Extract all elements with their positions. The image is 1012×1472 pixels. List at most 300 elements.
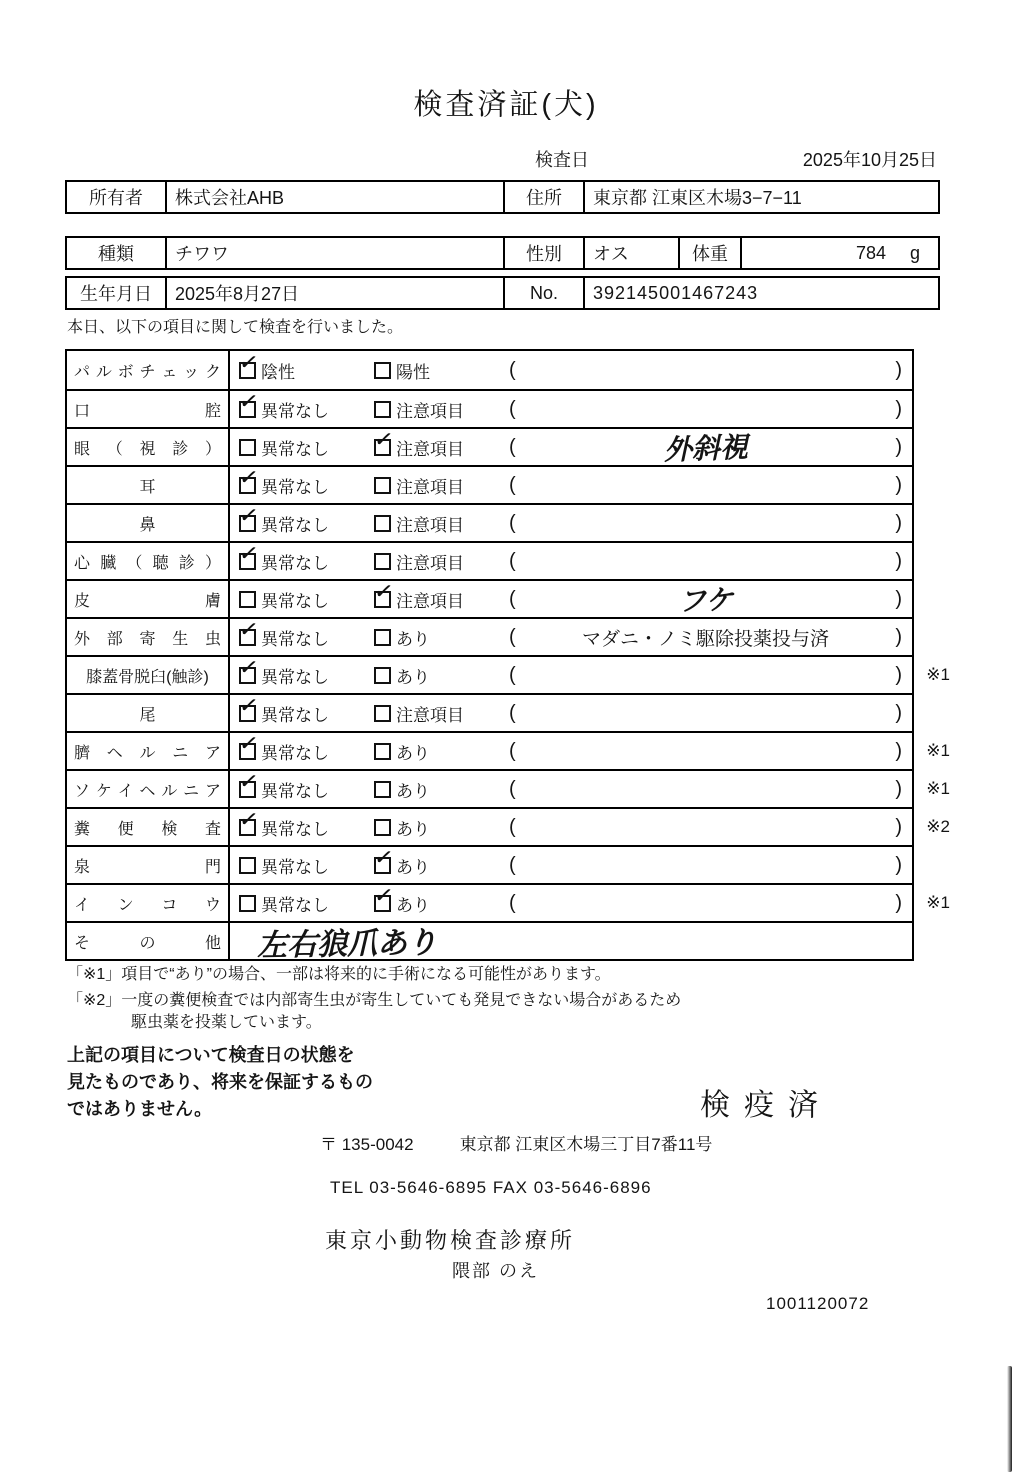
footnote-mark: ※1: [926, 665, 950, 684]
inspection-row-content: [230, 923, 912, 964]
inspection-row: [67, 766, 950, 807]
inspection-row-content: [230, 690, 912, 731]
checkbox-group: [374, 815, 509, 840]
paren-open: (: [509, 358, 516, 381]
footnote-mark: ※1: [926, 741, 950, 760]
checkbox: [239, 895, 256, 912]
footnote-2-line2: 駆虫薬を投薬しています。: [131, 1014, 322, 1031]
inspection-date-row: [535, 146, 937, 172]
owner-value: 株式会社AHB: [167, 182, 505, 212]
checkbox-group: [372, 842, 509, 878]
inspection-row: [67, 347, 912, 389]
check-mark-icon: ✓: [372, 880, 396, 909]
note-paren-area: [509, 427, 912, 467]
note-paren-area: [509, 816, 912, 839]
footnote-2-line1: 「※2」一度の糞便検査では内部寄生虫が寄生していても発見できない場合があるため: [67, 992, 682, 1009]
paren-open: (: [509, 587, 516, 610]
note-paren-area: [509, 892, 912, 915]
note-paren-area: [509, 778, 912, 801]
item-label-char: 腔: [204, 402, 221, 420]
inspection-date-label: 検査日: [535, 150, 589, 170]
inspection-row: [67, 424, 912, 467]
checkbox: [372, 424, 396, 456]
paren-close: ): [895, 815, 902, 838]
weight-unit: g: [909, 242, 920, 263]
paren-open: (: [509, 663, 516, 686]
item-label-char: パ: [74, 363, 91, 381]
address-label: 住所: [505, 182, 585, 212]
item-label-char: イ: [74, 896, 91, 914]
veterinarian-name: 隈部 のえ: [452, 1261, 540, 1281]
checkbox-label: 異常なし: [261, 705, 329, 725]
note-paren-area: [509, 702, 912, 725]
item-label-char: チ: [139, 363, 156, 381]
checkbox-group: [237, 538, 374, 574]
paren-close: ): [895, 511, 902, 534]
checkbox-group: [374, 777, 509, 802]
item-label-char: ル: [139, 744, 156, 762]
paren-close: ): [895, 358, 902, 381]
item-label-char: 寄: [139, 630, 156, 648]
checkbox-group: [237, 690, 374, 726]
paren-close: ): [895, 891, 902, 914]
document-serial-number: 1001120072: [766, 1294, 870, 1313]
check-mark-icon: ✓: [237, 500, 261, 529]
checkbox-label: 注意項目: [396, 439, 464, 459]
inspection-item-label: [67, 467, 230, 503]
checkbox-group: [374, 358, 509, 383]
check-mark-icon: ✓: [237, 728, 261, 757]
checkbox-label: あり: [396, 819, 430, 839]
note-paren-area: [509, 512, 912, 535]
item-label-char: 尾: [139, 706, 156, 724]
item-label-char: 泉: [74, 858, 91, 876]
birthdate-value: 2025年8月27日: [167, 278, 505, 308]
clinic-name: 東京小動物検査診療所: [325, 1228, 576, 1253]
inspection-row-content: [230, 500, 912, 541]
item-label-char: （: [106, 440, 123, 458]
inspection-row: [67, 728, 950, 769]
checkbox: [239, 857, 256, 874]
note-paren-area: [509, 740, 912, 763]
checkbox-label: 注意項目: [396, 515, 464, 535]
inspection-item-label: [67, 581, 230, 617]
checkbox-label: 異常なし: [261, 857, 329, 877]
paren-open: (: [509, 511, 516, 534]
inspection-row: [67, 690, 912, 731]
check-mark-icon: ✓: [237, 614, 261, 643]
note-paren-area: [509, 624, 912, 651]
checkbox-group: [237, 728, 374, 764]
inspection-row-content: [230, 842, 912, 883]
paren-open: (: [509, 473, 516, 496]
paren-close: ): [895, 853, 902, 876]
checkbox: [237, 386, 261, 418]
checkbox-group: [239, 435, 374, 460]
item-label-char: ）: [204, 554, 221, 572]
item-label-char: 部: [106, 630, 123, 648]
checkbox: [239, 591, 256, 608]
number-label: No.: [505, 278, 585, 308]
item-label-char: 視: [139, 440, 156, 458]
birthdate-label: 生年月日: [67, 278, 167, 308]
item-label-char: ケ: [95, 782, 112, 800]
footnote-mark: ※1: [926, 893, 950, 912]
check-mark-icon: ✓: [237, 347, 261, 376]
item-label-char: ヘ: [139, 782, 156, 800]
inspection-row: [67, 842, 912, 883]
clinic-address: 東京都 江東区木場三丁目7番11号: [459, 1135, 713, 1154]
checkbox-group: [237, 804, 374, 840]
checkbox-label: 異常なし: [261, 477, 329, 497]
check-mark-icon: ✓: [237, 462, 261, 491]
intro-text: 本日、以下の項目に関して検査を行いました。: [67, 319, 404, 336]
inspection-row: [67, 804, 950, 845]
checkbox-label: 注意項目: [396, 705, 464, 725]
inspection-row-content: [230, 538, 912, 579]
inspection-row: [67, 500, 912, 541]
disclaimer-line-3: ではありません。: [67, 1099, 213, 1119]
paren-close: ): [895, 473, 902, 496]
checkbox-label: 注意項目: [396, 477, 464, 497]
item-label-char: コ: [161, 896, 178, 914]
item-label-char: 口: [74, 402, 91, 420]
weight-value-cell: [742, 238, 938, 268]
checkbox: [372, 576, 396, 608]
checkbox: [372, 880, 396, 912]
checkbox-group: [237, 652, 374, 688]
item-label-char: ル: [161, 782, 178, 800]
owner-table: [65, 180, 940, 214]
inspection-item-label: [67, 657, 230, 693]
paren-close: ): [895, 701, 902, 724]
checkbox-group: [237, 462, 374, 498]
checkbox-label: あり: [396, 781, 430, 801]
checkbox-group: [239, 891, 374, 916]
checkbox-group: [239, 587, 374, 612]
checkbox: [237, 690, 261, 722]
inspection-row: [67, 576, 912, 618]
inspection-item-label: [67, 923, 230, 959]
inspection-row-content: [230, 386, 912, 427]
paren-open: (: [509, 701, 516, 724]
inspection-date-value: 2025年10月25日: [802, 150, 937, 170]
address-value: 東京都 江東区木場3−7−11: [593, 188, 802, 208]
item-label-char: 膚: [204, 592, 221, 610]
checkbox: [374, 477, 391, 494]
inspection-note: マダニ・ノミ駆除投薬投与済: [581, 628, 829, 650]
checkbox-group: [374, 701, 509, 726]
inspection-row: [67, 538, 912, 579]
inspection-row-content: [230, 804, 912, 845]
checkbox-label: 異常なし: [261, 515, 329, 535]
checkbox: [374, 819, 391, 836]
footnote-mark: ※1: [926, 779, 950, 798]
paren-close: ): [895, 549, 902, 572]
number-value: 392145001467243: [593, 282, 759, 303]
inspection-row: [67, 880, 950, 921]
inspection-item-label: [67, 429, 230, 465]
checkbox: [237, 347, 261, 379]
paren-open: (: [509, 397, 516, 420]
paren-open: (: [509, 891, 516, 914]
check-mark-icon: ✓: [372, 576, 396, 605]
checkbox-group: [239, 853, 374, 878]
inspection-row: [67, 921, 912, 964]
footnote-mark: ※2: [926, 817, 950, 836]
item-label-char: ）: [204, 440, 221, 458]
inspection-row: [67, 652, 950, 693]
inspection-item-label: [67, 619, 230, 655]
checkbox: [372, 842, 396, 874]
checkbox-label: 異常なし: [261, 667, 329, 687]
check-mark-icon: ✓: [372, 842, 396, 871]
item-label-char: ア: [204, 782, 221, 800]
paren-close: ): [895, 663, 902, 686]
inspection-table: [65, 347, 950, 964]
item-label-char: ェ: [161, 363, 178, 381]
check-mark-icon: ✓: [237, 766, 261, 795]
item-label-char: ソ: [74, 782, 91, 800]
paren-open: (: [509, 625, 516, 648]
item-label-char: 査: [204, 820, 221, 838]
item-label-char: イ: [117, 782, 134, 800]
breed-label: 種類: [67, 238, 167, 268]
item-label-char: ウ: [204, 896, 221, 914]
inspection-item-label: [67, 505, 230, 541]
paren-close: ): [895, 587, 902, 610]
inspection-row-content: [230, 424, 912, 467]
note-paren-area: [509, 398, 912, 421]
sex-label: 性別: [505, 238, 585, 268]
item-label-char: 外: [74, 630, 91, 648]
check-mark-icon: ✓: [372, 424, 396, 453]
inspection-row-content: [230, 576, 912, 618]
clinic-tel-fax: TEL 03-5646-6895 FAX 03-5646-6896: [330, 1178, 652, 1197]
item-label-char: の: [139, 934, 156, 952]
checkbox: [374, 667, 391, 684]
checkbox-label: あり: [396, 667, 430, 687]
inspection-item-label: [67, 543, 230, 579]
inspection-note: 外斜視: [662, 430, 749, 467]
checkbox-label: 異常なし: [261, 819, 329, 839]
breed-sex-weight-table: [65, 236, 940, 270]
checkbox-label: 注意項目: [396, 591, 464, 611]
inspection-item-label: [67, 885, 230, 921]
checkbox-label: 異常なし: [261, 895, 329, 915]
checkbox-group: [374, 663, 509, 688]
paren-close: ): [895, 777, 902, 800]
item-label-char: 臍: [74, 744, 91, 762]
check-mark-icon: ✓: [237, 538, 261, 567]
checkbox: [374, 401, 391, 418]
checkbox-group: [237, 614, 374, 650]
document-title: 検査済証(犬): [413, 89, 599, 121]
paren-close: ): [895, 625, 902, 648]
paren-close: ): [895, 435, 902, 458]
item-label-char: 便: [117, 820, 134, 838]
note-paren-area: [509, 550, 912, 573]
paren-open: (: [509, 815, 516, 838]
checkbox-label: 異常なし: [261, 781, 329, 801]
checkbox: [374, 362, 391, 379]
item-label-char: ニ: [183, 782, 200, 800]
item-label-char: 生: [172, 630, 189, 648]
checkbox: [237, 462, 261, 494]
checkbox-label: あり: [396, 743, 430, 763]
checkbox-group: [374, 511, 509, 536]
inspection-row-content: [230, 347, 912, 389]
handwritten-note: 左右狼爪あり: [256, 925, 438, 964]
item-label-char: 他: [204, 934, 221, 952]
checkbox-group: [237, 500, 374, 536]
birthdate-number-table: [65, 276, 940, 310]
checkbox-label: 注意項目: [396, 553, 464, 573]
item-label-char: 膝蓋骨脱臼(触診): [86, 668, 209, 686]
note-paren-area: [509, 664, 912, 687]
checkbox-label: 異常なし: [261, 439, 329, 459]
checkbox-group: [374, 549, 509, 574]
inspection-item-label: [67, 847, 230, 883]
inspection-item-label: [67, 351, 230, 389]
inspection-note: フケ: [677, 583, 734, 618]
checkbox-group: [372, 880, 509, 916]
note-paren-area: [509, 474, 912, 497]
checkbox-group: [374, 397, 509, 422]
checkbox-label: 異常なし: [261, 591, 329, 611]
owner-label: 所有者: [67, 182, 167, 212]
checkbox: [374, 705, 391, 722]
item-label-char: ク: [204, 363, 221, 381]
checkbox-label: 陰性: [261, 362, 295, 382]
item-label-char: （: [126, 554, 143, 572]
item-label-char: 診: [178, 554, 195, 572]
checkbox-label: 異常なし: [261, 553, 329, 573]
item-label-char: ヘ: [106, 744, 123, 762]
paren-open: (: [509, 739, 516, 762]
checkbox: [239, 439, 256, 456]
inspection-row-content: [230, 462, 912, 503]
inspection-row: [67, 614, 912, 655]
weight-label: 体重: [680, 238, 742, 268]
item-label-char: 耳: [139, 478, 156, 496]
item-label-char: 眼: [74, 440, 91, 458]
checkbox: [374, 515, 391, 532]
checkbox-label: 異常なし: [261, 629, 329, 649]
inspection-row-content: [230, 728, 912, 769]
inspection-item-label: [67, 771, 230, 807]
footnote-1: 「※1」項目で“あり”の場合、一部は将来的に手術になる可能性があります。: [67, 966, 611, 983]
disclaimer-text: [67, 1042, 373, 1123]
breed-value: チワワ: [167, 238, 505, 268]
checkbox-label: 異常なし: [261, 743, 329, 763]
disclaimer-line-1: 上記の項目について検査日の状態を: [67, 1045, 355, 1065]
paren-open: (: [509, 435, 516, 458]
checkbox-label: 異常なし: [261, 401, 329, 421]
item-label-char: ニ: [172, 744, 189, 762]
item-label-char: 皮: [74, 592, 91, 610]
inspection-item-label: [67, 391, 230, 427]
weight-value: 784: [855, 242, 886, 263]
quarantine-stamp: 検疫済: [700, 1089, 832, 1122]
checkbox-group: [374, 739, 509, 764]
item-label-char: 聴: [152, 554, 169, 572]
checkbox-group: [237, 347, 374, 383]
inspection-row-content: [230, 766, 912, 807]
item-label-char: ッ: [183, 363, 200, 381]
item-label-char: 鼻: [139, 516, 156, 534]
checkbox: [237, 728, 261, 760]
paren-open: (: [509, 549, 516, 572]
clinic-address-line: [320, 1130, 712, 1155]
check-mark-icon: ✓: [237, 690, 261, 719]
item-label-char: ン: [117, 896, 134, 914]
checkbox: [237, 804, 261, 836]
sex-value: オス: [585, 238, 680, 268]
check-mark-icon: ✓: [237, 386, 261, 415]
checkbox-group: [372, 576, 509, 612]
checkbox-label: あり: [396, 857, 430, 877]
disclaimer-line-2: 見たものであり、将来を保証するもの: [67, 1072, 373, 1092]
inspection-row-content: [230, 880, 912, 921]
item-label-char: ボ: [117, 363, 134, 381]
checkbox-label: あり: [396, 629, 430, 649]
checkbox: [237, 538, 261, 570]
item-label-char: 心: [74, 554, 91, 572]
clinic-postal-code: 〒 135-0042: [320, 1135, 414, 1154]
checkbox: [374, 629, 391, 646]
inspection-row: [67, 386, 912, 427]
checkbox: [237, 766, 261, 798]
checkbox-label: あり: [396, 895, 430, 915]
item-label-char: 門: [204, 858, 221, 876]
checkbox-group: [237, 386, 374, 422]
inspection-item-label: [67, 695, 230, 731]
item-label-char: そ: [74, 934, 91, 952]
checkbox: [374, 553, 391, 570]
inspection-item-label: [67, 809, 230, 845]
paren-close: ): [895, 397, 902, 420]
item-label-char: 糞: [74, 820, 91, 838]
note-paren-area: [509, 854, 912, 877]
paren-open: (: [509, 853, 516, 876]
note-paren-area: [509, 579, 912, 619]
checkbox-label: 陽性: [396, 362, 430, 382]
checkbox-group: [374, 473, 509, 498]
checkbox-group: [372, 424, 509, 460]
check-mark-icon: ✓: [237, 804, 261, 833]
item-label-char: ル: [95, 363, 112, 381]
checkbox: [237, 614, 261, 646]
item-label-char: 臓: [100, 554, 117, 572]
checkbox: [237, 500, 261, 532]
checkbox: [374, 781, 391, 798]
item-label-char: 検: [161, 820, 178, 838]
inspection-row: [67, 462, 912, 503]
inspection-item-label: [67, 733, 230, 769]
paren-open: (: [509, 777, 516, 800]
note-paren-area: [509, 359, 912, 382]
checkbox: [237, 652, 261, 684]
inspection-row-content: [230, 614, 912, 655]
inspection-row-content: [230, 652, 912, 693]
checkbox-group: [374, 625, 509, 650]
item-label-char: 虫: [204, 630, 221, 648]
checkbox-label: 注意項目: [396, 401, 464, 421]
checkbox-group: [237, 766, 374, 802]
check-mark-icon: ✓: [237, 652, 261, 681]
scan-edge-artifact: [1007, 1366, 1012, 1472]
